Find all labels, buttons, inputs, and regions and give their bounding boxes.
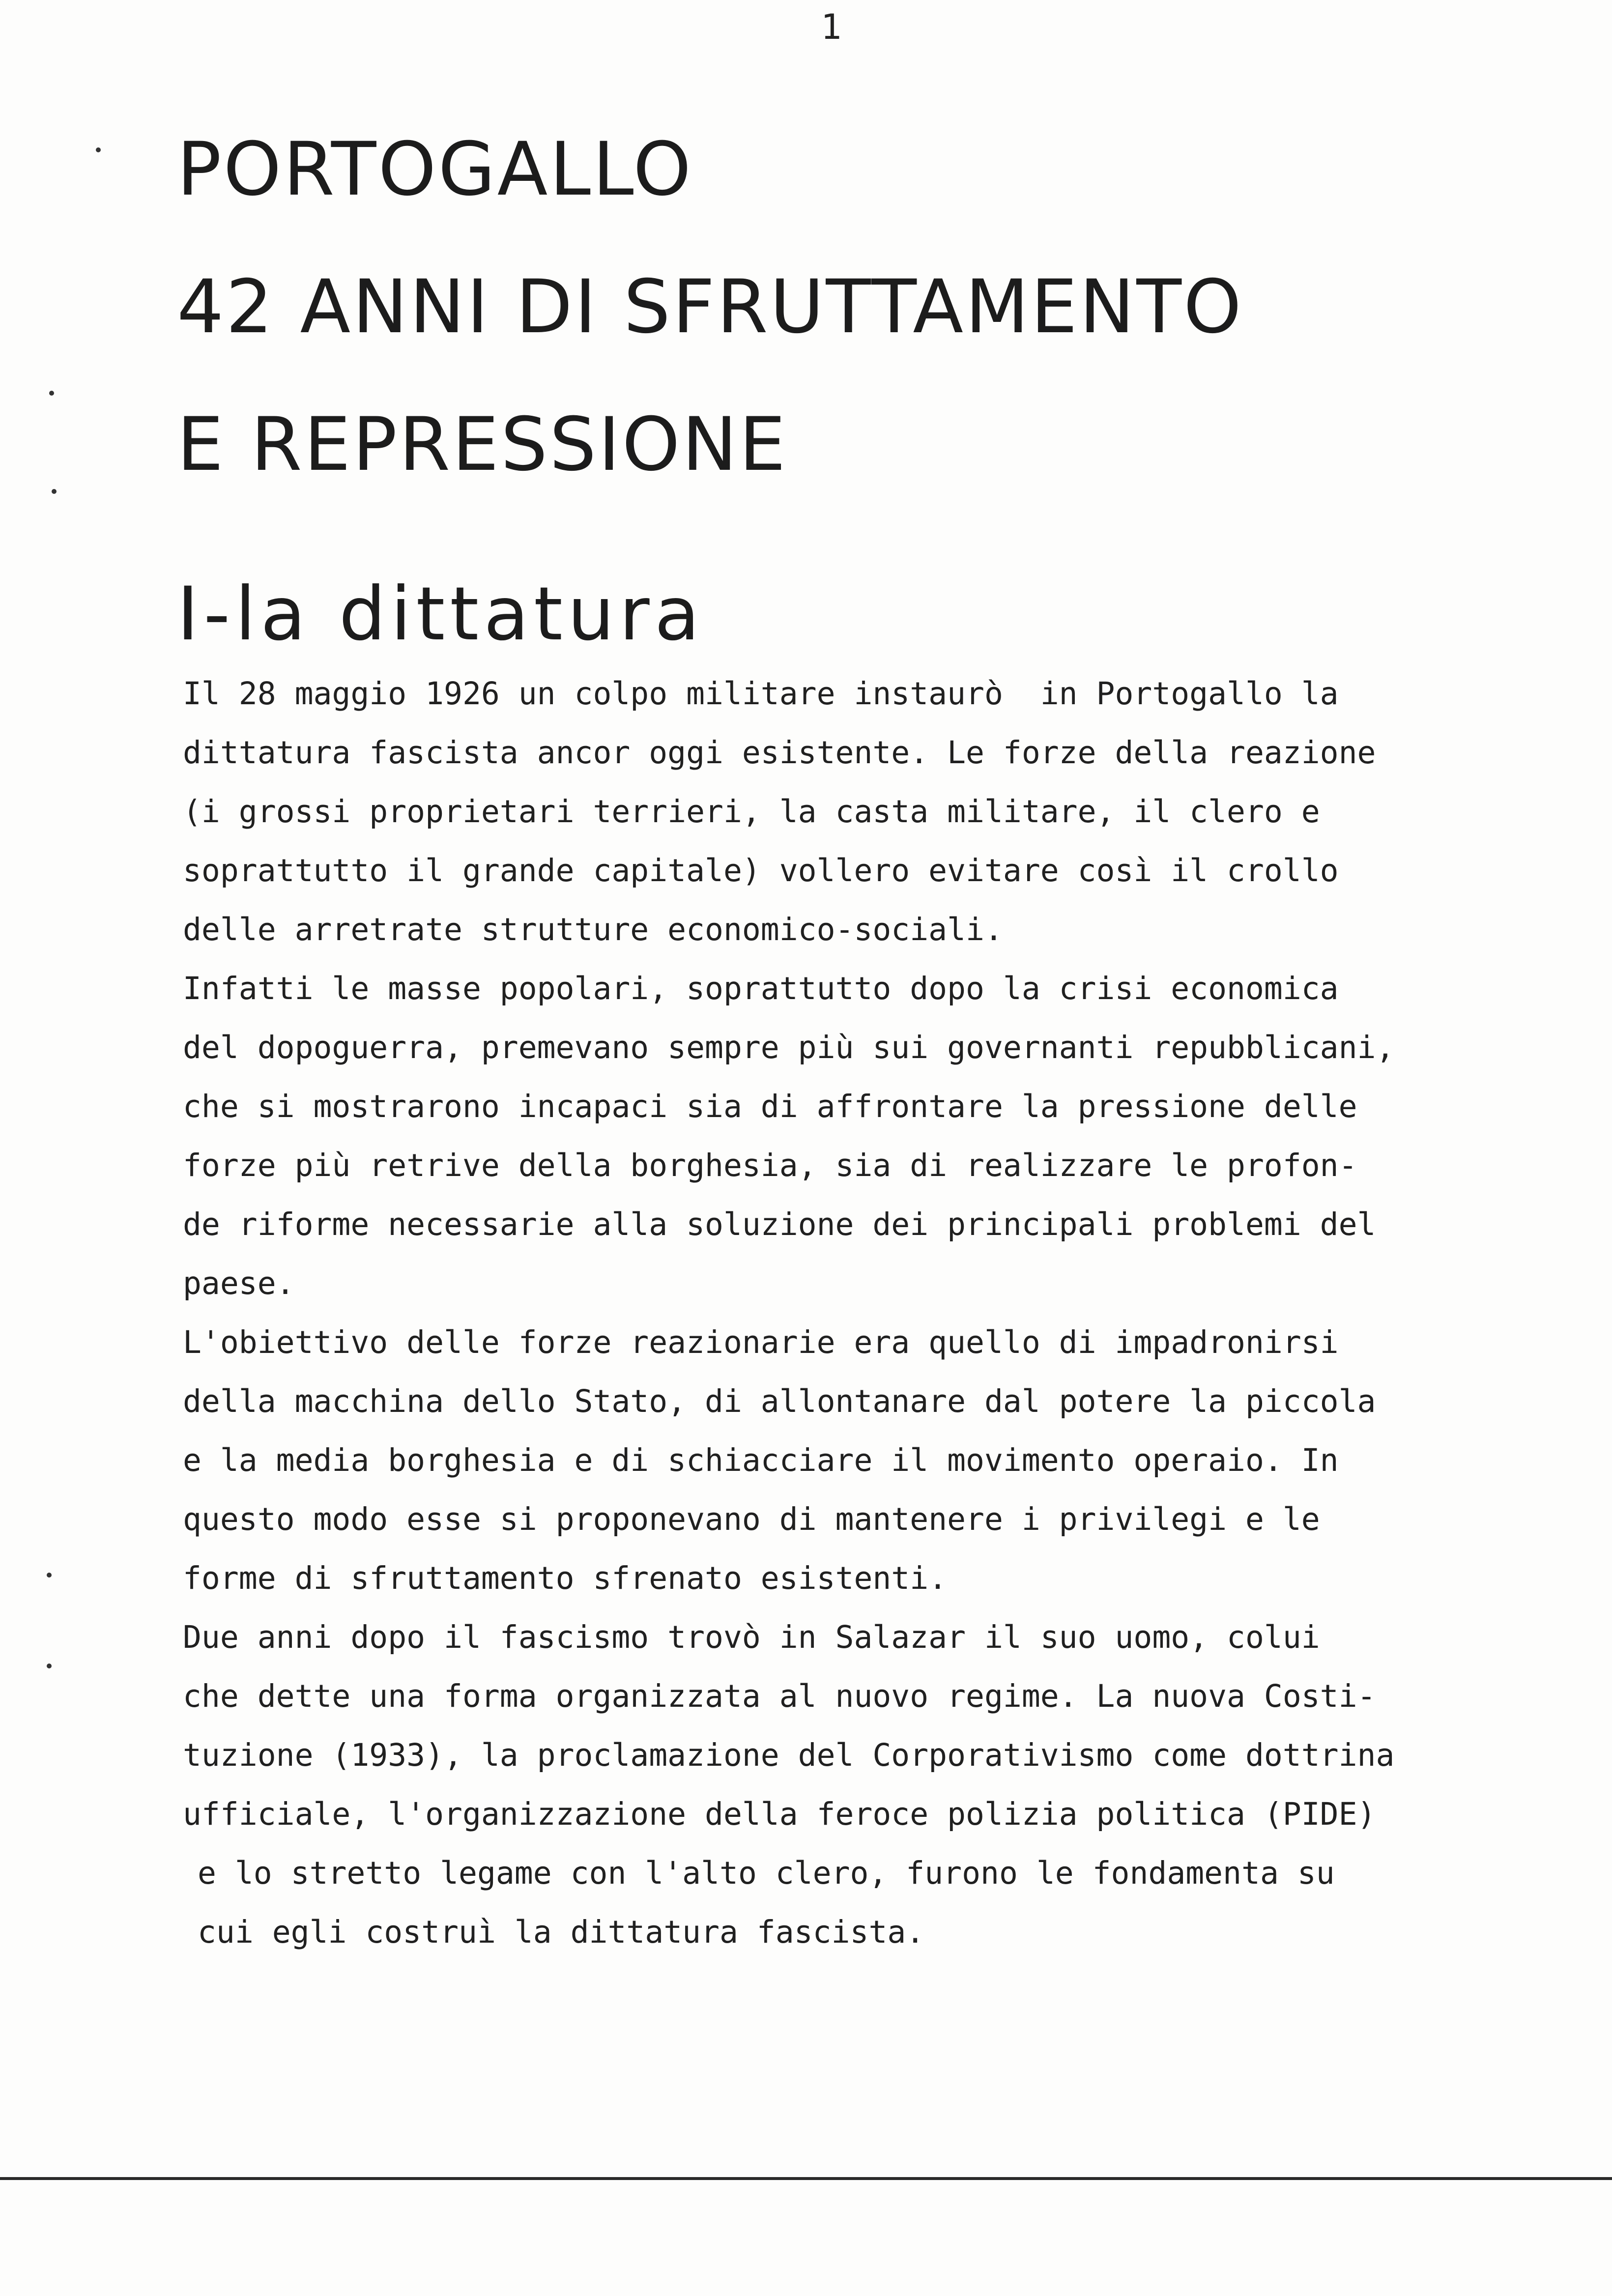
horizontal-rule [0, 2177, 1612, 2180]
scan-speck [52, 489, 57, 494]
body-line: soprattutto il grande capitale) vollero evitare così il crollo [183, 853, 1339, 889]
body-line: ufficiale, l'organizzazione della feroce polizia politica (PIDE) [183, 1796, 1376, 1832]
body-line: e la media borghesia e di schiacciare il movimento operaio. In [183, 1442, 1339, 1478]
section-heading: I-la dittatura [177, 572, 705, 657]
body-line: dittatura fascista ancor oggi esistente. Le forze della reazione [183, 735, 1376, 771]
body-line: cui egli costruì la dittatura fascista. [198, 1914, 925, 1950]
body-line: e lo stretto legame con l'alto clero, furono le fondamenta su [198, 1855, 1335, 1891]
body-text [183, 664, 1559, 1962]
scan-speck [96, 147, 101, 152]
body-line: de riforme necessarie alla soluzione dei principali problemi del [183, 1206, 1376, 1242]
body-line: Infatti le masse popolari, soprattutto dopo la crisi economica [183, 971, 1339, 1006]
body-line: paese. [183, 1265, 295, 1301]
body-line: questo modo esse si proponevano di mantenere i privilegi e le [183, 1501, 1320, 1537]
title-line-1: PORTOGALLO [177, 127, 693, 212]
body-line: delle arretrate strutture economico-sociali. [183, 912, 1003, 947]
scan-speck [49, 391, 54, 396]
body-line: Due anni dopo il fascismo trovò in Salazar il suo uomo, colui [183, 1619, 1320, 1655]
document-title [177, 127, 1244, 545]
scan-speck [47, 1573, 52, 1578]
title-line-2: 42 ANNI DI SFRUTTAMENTO [177, 264, 1244, 350]
body-line: (i grossi proprietari terrieri, la casta militare, il clero e [183, 794, 1320, 830]
title-line-3: E REPRESSIONE [177, 402, 788, 488]
body-line: forze più retrive della borghesia, sia di realizzare le profon- [183, 1148, 1357, 1183]
page-number: 1 [821, 7, 842, 47]
body-line: che si mostrarono incapaci sia di affrontare la pressione delle [183, 1089, 1357, 1124]
body-line: forme di sfruttamento sfrenato esistenti. [183, 1560, 948, 1596]
body-line: della macchina dello Stato, di allontanare dal potere la piccola [183, 1383, 1376, 1419]
body-line: Il 28 maggio 1926 un colpo militare instaurò in Portogallo la [183, 676, 1339, 712]
body-line: che dette una forma organizzata al nuovo regime. La nuova Costi- [183, 1678, 1376, 1714]
body-line: L'obiettivo delle forze reazionarie era quello di impadronirsi [183, 1324, 1339, 1360]
scan-speck [47, 1664, 52, 1668]
body-line: tuzione (1933), la proclamazione del Corporativismo come dottrina [183, 1737, 1395, 1773]
body-line: del dopoguerra, premevano sempre più sui governanti repubblicani, [183, 1030, 1395, 1065]
